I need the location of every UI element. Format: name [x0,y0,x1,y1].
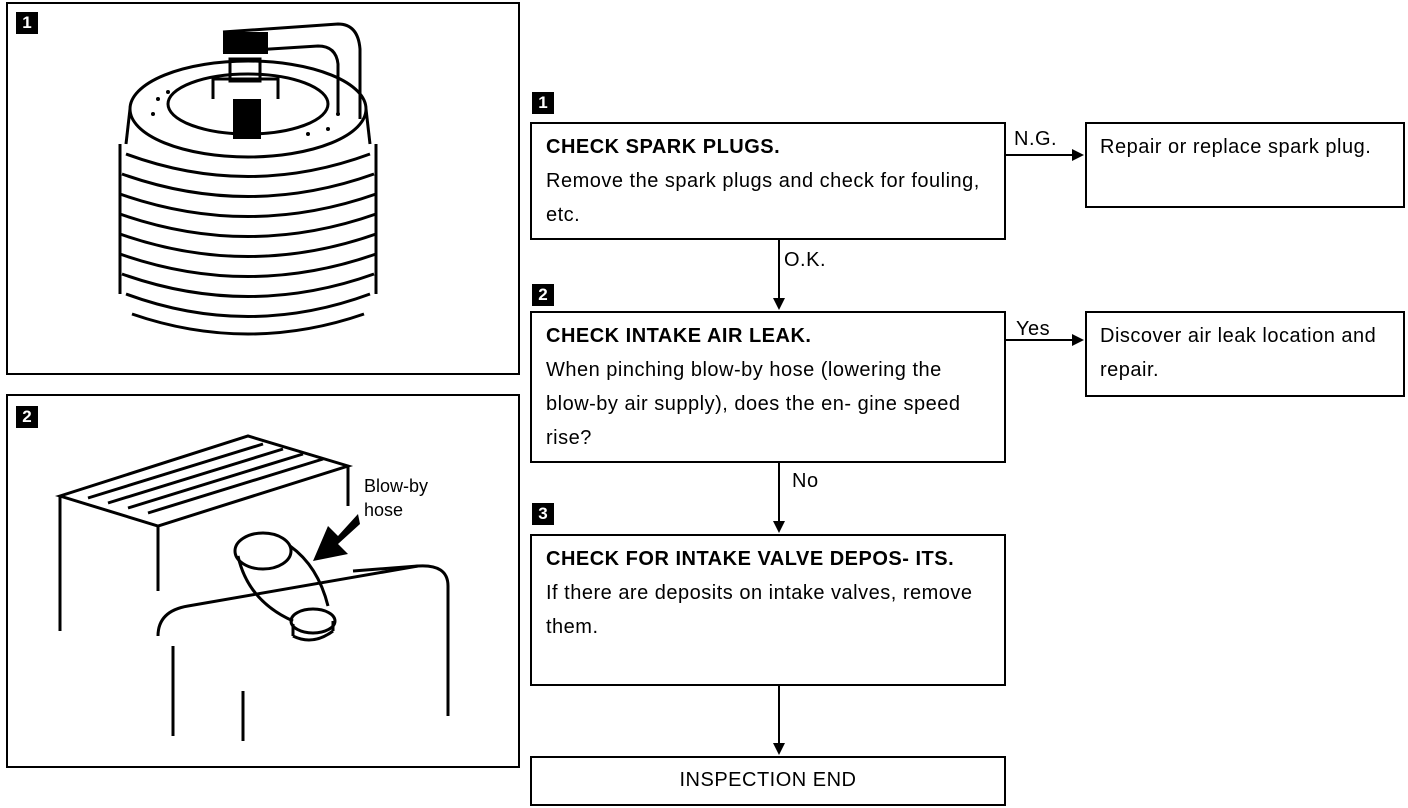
spark-plug-drawing [8,4,518,373]
step2-no-label: No [792,470,819,492]
blow-by-hose-illustration-panel [6,394,520,768]
replace-spark-plug-box [1085,122,1405,208]
step3-text: If there are deposits on intake valves, remove them. [546,582,973,638]
figure-number-1: 1 [16,12,38,34]
replace-spark-plug-text: Repair or replace spark plug. [1100,136,1372,158]
step2-box [530,311,1006,463]
step2-heading: CHECK INTAKE AIR LEAK. [546,325,812,347]
step3-box [530,534,1006,686]
spark-plug-illustration-panel [6,2,520,375]
step1-ok-label: O.K. [784,249,827,271]
step1-text: Remove the spark plugs and check for fouling, etc. [546,170,980,226]
step-number-1: 1 [532,92,554,114]
inspection-end-box [530,756,1006,806]
air-leak-repair-box [1085,311,1405,397]
pointer-arrow [313,514,360,561]
step2-text: When pinching blow-by hose (lowering the blow-by air supply), does the en- gine speed rise? [546,359,961,449]
step1-heading: CHECK SPARK PLUGS. [546,136,781,158]
step1-ng-label: N.G. [1014,128,1058,150]
blow-by-hose-callout: Blow-by hose [364,476,429,520]
inspection-end-text: INSPECTION END [679,769,857,791]
engine-drawing [8,396,518,766]
step3-heading: CHECK FOR INTAKE VALVE DEPOS- ITS. [546,548,955,570]
step-number-3: 3 [532,503,554,525]
figure-number-2: 2 [16,406,38,428]
step-number-2: 2 [532,284,554,306]
air-leak-repair-text: Discover air leak location and repair. [1100,325,1377,381]
step2-yes-label: Yes [1016,318,1051,340]
step1-box [530,122,1006,240]
